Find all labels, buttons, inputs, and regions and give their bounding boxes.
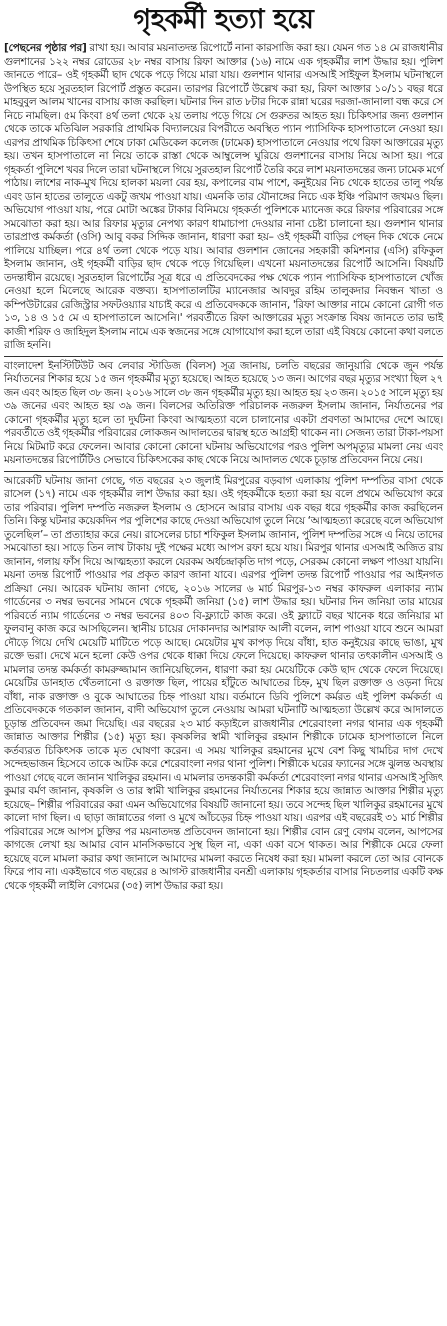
section-divider [4, 471, 443, 472]
paragraph-text: রাখা হয়। আবার ময়নাতদন্ত রিপোর্টে নানা কারসাজি করা হয়। যেমন গত ১৪ মে রাজধানীর গুলশানের ১২২ নম্বর রোডের ২৮ নম্বর বাসায় রিফা আক্তার (১৬) নামে এক গৃহকর্মীর লাশ উদ্ধার হয়। পুলিশ জানতে পারে– ওই গৃহকর্মী ছাদ থেকে পড়ে গিয়ে মারা যায়। গুলশান থানার এসআই সাইফুল ইসলাম ঘটনাস্থলে উপস্থিত হয়ে সুরতহাল রিপোর্ট প্রস্তুত করেন। তারপর রিপোর্টে উল্লেখ করা হয়, রিফা আক্তার ১০/১১ বছর ধরে মাহবুবুল আলম খানের বাসায় কাজ করছিল। ঘটনার দিন রাত ৮টার দিকে রান্না ঘরের দরজা-জানালা বন্ধ করে সে নিচে নামছিল। ৫ম কিংবা ৪র্থ তলা থেকে ২য় তলায় পড়ে গিয়ে সে গুরুতর আহত হয়। চিকিৎসার জন্য গুলশান থেকে তাকে মতিঝিল সরকারি প্রাথমিক বিদ্যালয়ের বিপরীতে অবস্থিত প্যান প্যাসিফিক হাসপাতালে নেওয়া হয়। এরপর প্রাথমিক চিকিৎসা শেষে ঢাকা মেডিকেল কলেজ (ঢামেক) হাসপাতালে নেওয়ার পথে রিফা আক্তারের মৃত্যু হয়। তখন হাসপাতালে না নিয়ে তাকে রাস্তা থেকে আম্বুলেন্স ঘুরিয়ে গুলশানের বাসায় নিয়ে আসা হয়। পরে গৃহকর্তা পুলিশে খবর দিলে তারা ঘটনাস্থলে গিয়ে সুরতহাল রিপোর্ট তৈরি করে লাশ ময়নাতদন্তের জন্য ঢামেক মর্গে পাঠায়। লাশের নাক-মুখ দিয়ে হালকা ময়লা বের হয়, কপালের বাম পাশে, কনুইয়ের নিচ থেকে হাতের তালু পর্যন্ত এবং ডান হাতের তালুতে একটু জখম পাওয়া যায়। এমনকি তার যৌনাঙ্গের নিচে এক ইঞ্চি পরিমাণ জখমও ছিল। অভিযোগ পাওয়া যায়, পরে মোটা অঙ্কের টাকার বিনিময়ে গৃহকর্তা পুলিশকে ম্যানেজ করে রিফার পরিবারের সঙ্গে সমঝোতা করা হয়। আর রিফার মৃত্যুর নেপথ্য কারণ ধামাচাপা দেওয়ার নানা চেষ্টা চালানো হয়। গুলশান থানার তারপ্রাপ্ত কর্মকর্তা (ওসি) আবু বকর সিদ্দিক জানান, ধারণা করা হয়– ওই গৃহকর্মী বাড়ির পেছন দিক থেকে নেমে পালিয়ে যাচ্ছিল। পরে ৪র্থ তলা থেকে পড়ে যায়। আবার গুলশান জোনের সহকারী কমিশনার (এসি) রফিকুল ইসলাম জানান, ওই গৃহকর্মী বাড়ির ছাদ থেকে পড়ে গিয়েছিল। এখনো ময়নাতদন্তের রিপোর্ট আসেনি। বিষয়টি তদন্তাধীন রয়েছে। সুরতহাল রিপোর্টের সূত্র ধরে এ প্রতিবেদকের পক্ষ থেকে প্যান প্যাসিফিক হাসপাতালে খোঁজ নেওয়া হলে মিলেছে আরেক বক্তব্য। হাসপাতালটির ম্যানেজার আবদুর রহিম তালুকদার নিবন্ধন খাতা ও কম্পিউটারের রেজিস্ট্রার সফটওয়্যার যাচাই করে এ প্রতিবেদককে জানান, 'রিফা আক্তার নামে কোনো রোগী গত ১৩, ১৪ ও ১৫ মে এ হাসপাতালে আসেনি।' পরবর্তীতে রিফা আক্তারের মৃত্যু সংক্রান্ত বিষয় জানতে তার ভাই কাজী শরিফ ও জাহিদুল ইসলাম নামে এক স্বজনের সঙ্গে যোগাযোগ করা হলে তারা এই বিষয়ে কোনো কথা বলতে রাজি হননি। [4, 42, 443, 351]
article-paragraph [4, 42, 443, 353]
article-paragraph: আরেকটি ঘটনায় জানা গেছে, গত বছরের ২৩ জুলাই মিরপুরের বড়বাগ এলাকায় পুলিশ দম্পতির বাসা থেকে রাসেল (১৭) নামে এক গৃহকর্মীর লাশ উদ্ধার করা হয়। ওই গৃহকর্মীকে হত্যা করা হয় বলে প্রথমে অভিযোগ করে তার পরিবার। পুলিশ দম্পতি নজরুল ইসলাম ও হোসনে আরার বাসায় এক বছর ধরে গৃহকর্মীর কাজ করছিলেন তিনি। কিন্তু ঘটনার কয়েকদিন পর পুলিশের কাছে দেওয়া অভিযোগ তুলে নিয়ে ‘আত্মহত্যা করেছে বলে অভিযোগ তুলেছিল’– তা প্রত্যাহার করে নেয়। রাসেলের চাচা শফিকুল ইসলাম জানান, পুলিশ দম্পতির সঙ্গে এ নিয়ে তাদের সমঝোতা হয়। সাড়ে তিন লাখ টাকায় দুই পক্ষের মধ্যে আপস রফা হয়ে যায়। মিরপুর থানার এসআই অজিত রায় জানান, গলায় ফাঁস দিয়ে আত্মহত্যা করলে যেরকম অর্ধচন্দ্রাকৃতি দাগ পড়ে, সেরকম কোনো লক্ষণ পাওয়া যায়নি। ময়না তদন্ত রিপোর্ট পাওয়ার পর প্রকৃত কারণ জানা যাবে। এরপর পুলিশ তদন্ত রিপোর্ট পাওয়ার পর আইনগত প্রক্রিয়া নেয়। আরেক ঘটনায় জানা গেছে, ২০১৬ সালের ৬ মার্চ মিরপুর-১৩ নম্বর কাফরুল এলাকার ন্যাম গার্ডেনের ৩ নম্বর ভবনের সামনে থেকে গৃহকর্মী জনিয়া (১৫) লাশ উদ্ধার হয়। ঘটনার দিন জনিয়া তার মায়ের পরিবর্তে ন্যাম গার্ডেনের ৩ নম্বর ভবনের ৪০৩ বি-ফ্ল্যাটে কাজ করে। ওই ফ্ল্যাটে বছর খানেক ধরে জনিয়ার মা ফুলবানু কাজ করে আসছিলেন। স্থানীয় চায়ের দোকানদার আশরাফ আলী বলেন, লাশ পাওয়া যাবে শুনে আমরা দৌড়ে গিয়ে দেখি মেয়েটি মাটিতে পড়ে আছে। মেয়েটার মুখ কাপড় দিয়ে বাঁধা, হাত কনুইয়ের কাছে ভাঙা, মুখ রক্তে ভরা। দেখে মনে হলো কেউ ওপর থেকে ধাক্কা দিয়ে ফেলে দিয়েছে। কাফরুল থানার তৎকালীন এসআই ও মামলার তদন্ত কর্মকর্তা কামরুজ্জামান জানিয়েছিলেন, ধারণা করা হয় মেয়েটিকে কেউ ছাদ থেকে ফেলে দিয়েছে। মেয়েটির ডানহাত থেঁতলানো ও রক্তাক্ত ছিল, পায়ের হাঁটুতে আঘাতের চিহ্ন, মুখ ছিল রক্তাক্ত ও ওড়না দিয়ে বাঁধা, নাক রক্তাক্ত ও বুকে আঘাতের চিহ্ন পাওয়া যায়। বর্তমানে ডিবি পুলিশে কর্মরত এই পুলিশ কর্মকর্তা এ প্রতিবেদককে গতকাল জানান, বাদী অভিযোগ তুলে নেওয়ায় আমরা ঘটনাটি আত্মহত্যা উল্লেখ করে আদালতে চূড়ান্ত প্রতিবেদন জমা দিয়েছি। এর বছরের ২৩ মার্চ কড়াইলে রাজধানীর শেরেবাংলা নগর থানার এক গৃহকর্মী জান্নাত আক্তার শিল্পীর (১৫) মৃত্যু হয়। কৃষকলির স্বামী খালিকুর রহমান শিল্পীকে ঢামেক হাসপাতালে নিলে কর্তব্যরত চিকিৎসক তাকে মৃত ঘোষণা করেন। এ সময় খালিকুর রহমানের মুখে বেশ কিছু খামচির দাগ দেখে সন্দেহভাজন হিসেবে তাকে আটক করে শেরেবাংলা নগর থানা পুলিশ। শিল্পীকে ঘরের ফ্যানের সঙ্গে ঝুলন্ত অবস্থায় পাওয়া গেছে বলে জানান খালিকুর রহমান। এ মামলার তদন্তকারী কর্মকর্তা শেরেবাংলা নগর থানার এসআই সুজিৎ কুমার বর্মণ জানান, কৃষকলি ও তার স্বামী খালিকুর রহমানের নির্যাতনের শিকার হয়ে জান্নাত আক্তার শিল্পীর মৃত্যু হয়েছে– শিল্পীর পরিবারের করা এমন অভিযোগের বিষয়টি জানানো হয়। তবে সন্দেহ ছিল খালিকুর রহমানের মুখে কালো দাগ ছিল। এ ছাড়া জান্নাতের গলা ও মুখে আঁচড়ের চিহ্ন পাওয়া যায়। এরপর এই বছরেরই ৩১ মার্চ শিল্পীর পরিবারের সঙ্গে আপস চুক্তির পর ময়নাতদন্ত প্রতিবেদন জানানো হয়। শিল্পীর বোন রেণু বেগম বলেন, আপসের কাগজে লেখা হয় আমার বোন মানসিকভাবে সুস্থ ছিল না, একা একা বসে থাকত। আর শিল্পীকে মেরে ফেলা হয়েছে বলে মামলা করার কথা জানালে আমাদের মামলা করতে নিষেধ করা হয়। মামলা করলে তো আর বোনকে ফিরে পাব না। একইভাবে গত বছরের ৪ আগস্ট রাজধানীর বনশ্রী এলাকায় গৃহকর্তার বাসার নিচতলার একটি কক্ষ থেকে গৃহকর্মী লাইলি বেগমের (৩৫) লাশ উদ্ধার করা হয়। [4, 474, 443, 892]
article-paragraph: বাংলাদেশ ইনস্টিটিউট অব লেবার স্টাডিজ (বিলস) সূত্র জানায়, চলতি বছরের জানুয়ারি থেকে জুন পর্যন্ত নির্যাতনের শিকার হয়ে ১৫ জন গৃহকর্মীর মৃত্যু হয়েছে। আহত হয়েছে ১৩ জন। আগের বছর মৃত্যুর সংখ্যা ছিল ২৭ জন এবং আহত ছিল ৩৮ জন। ২০১৬ সালে ৩৮ জন গৃহকর্মীর মৃত্যু হয়। আহত হয় ২৩ জন। ২০১৫ সালে মৃত্যু হয় ৩৯ জনের এবং আহত হয় ৩৯ জন। বিলসের অতিরিক্ত পরিচালক নজরুল ইসলাম জানান, নির্যাতনের পর কোনো গৃহকর্মীর মৃত্যু হলে তা দুর্ঘটনা কিংবা আত্মহত্যা বলে চালানোর একটা প্রবণতা আমাদের দেশে আছে। পরবর্তীতে ওই গৃহকর্মীর পরিবারের লোকজন আদালতের দ্বারস্থ হতে আগ্রহী থাকেন না। সেজন্য তারা টাকা-পয়সা নিয়ে মিটমাট করে ফেলেন। আবার কোনো কোনো ঘটনায় অভিযোগের পরও পুলিশ অপমৃত্যুর মামলা নেয় এবং ময়নাতদন্তের রিপোর্টটিও সেভাবে চিকিৎসকের কাছ থেকে নিয়ে আদালত থেকে চূড়ান্ত প্রতিবেদন নিয়ে নেয়। [4, 359, 443, 466]
article-body [4, 42, 443, 893]
section-divider [4, 356, 443, 357]
headline: গৃহকর্মী হত্যা হয়ে [133, 4, 314, 35]
continuation-label: [পেছনের পৃষ্ঠার পর] [4, 42, 87, 54]
